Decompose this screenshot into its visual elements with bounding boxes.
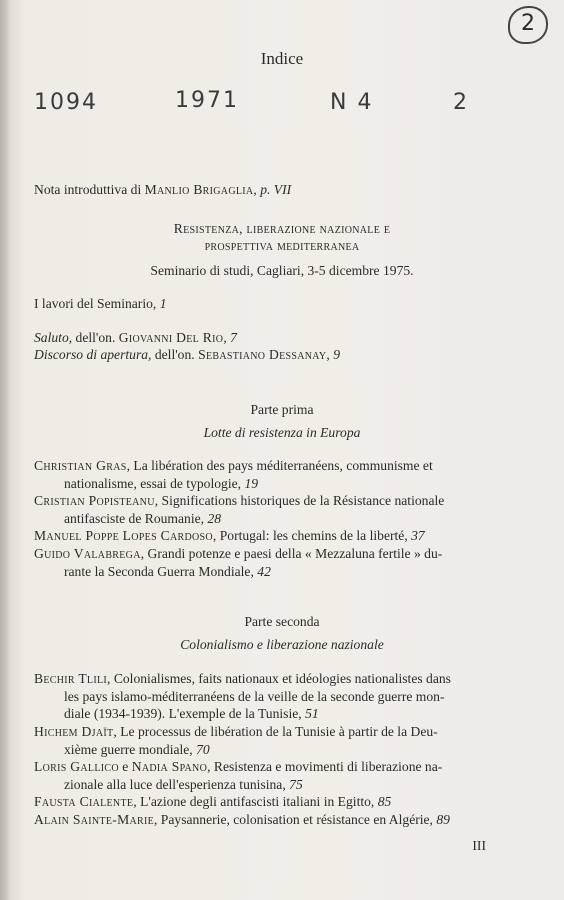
intro-line: Nota introduttiva di Manlio Brigaglia, p. VII [34,182,292,197]
toc-entry-cialente [34,793,488,811]
entry-page: 19 [244,475,259,491]
entry-conjunction: e [118,759,132,774]
saluto-text: dell'on. [72,330,119,345]
entry-author: Alain Sainte-Marie [34,812,154,827]
intro-page: p. VII [260,182,292,197]
entry-text: , Grandi potenze e paesi della « Mezzaluna fertile » du- [140,546,443,561]
discorso-label: Discorso di apertura, [34,347,152,362]
entry-page: 51 [305,706,319,721]
entry-text-cont: zionale alla luce dell'esperienza tunisina, [64,776,290,792]
entry-page: 28 [207,510,222,526]
entry-text: , La libération des pays méditerranéens, communisme et [126,458,433,473]
entry-text: , L'azione degli antifascisti italiani in Egitto, [133,794,378,809]
toc-entry-valabrega [34,545,488,580]
discorso-author: Sebastiano Dessanay [198,347,327,362]
entry-text-cont: rante la Seconda Guerra Mondiale, [64,563,258,579]
page-spine-shadow [0,0,10,900]
entry-author: Guido Valabrega [34,546,141,561]
entry-text: , Colonialismes, faits nationaux et idéologies nationalistes dans [107,671,451,686]
entry-text: , Le processus de libération de la Tunisie à partir de la Deu- [113,724,438,739]
entry-text-cont: xième guerre mondiale, [64,741,197,757]
toc-entry-gallico-spano [34,758,488,793]
part1-subtitle: Lotte di resistenza in Europa [203,425,361,440]
seminar-title-line2: prospettiva mediterranea [204,238,360,253]
entry-page: 42 [257,563,271,579]
handwritten-note-c: N 4 [330,90,374,115]
entry-page: 85 [377,794,392,809]
toc-entry-tlili [34,670,488,723]
entry-author: Fausta Cialente [34,794,134,809]
page-number: III [472,838,486,853]
entry-author: Cristian Popisteanu [34,493,155,508]
handwritten-note-b: 1971 [175,88,239,113]
entry-author: Loris Gallico [34,759,119,774]
entry-page: 75 [289,776,303,792]
lavori-text: I lavori del Seminario, [34,296,160,311]
entry-text: , Paysannerie, colonisation et résistance en Algérie, [154,812,437,827]
handwritten-note-a: 1094 [34,90,98,115]
saluto-line: Saluto, dell'on. Giovanni Del Rio, 7 [34,330,237,345]
intro-author: Manlio Brigaglia [144,182,254,197]
toc-entry-gras [34,457,488,492]
entry-text-cont: antifasciste de Roumanie, [64,510,208,526]
entry-page: 70 [196,741,210,757]
toc-entry-popisteanu [34,492,488,527]
page-title: Indice [260,49,304,68]
saluto-label: Saluto, [34,330,73,345]
entry-author: Bechir Tlili [34,671,108,686]
part2-subtitle: Colonialismo e liberazione nazionale [180,637,384,652]
part1-label: Parte prima [250,402,314,417]
entry-page: 37 [411,528,425,543]
seminar-subtitle: Seminario di studi, Cagliari, 3-5 dicembre 1975. [150,263,414,278]
toc-entry-sainte-marie [34,811,488,829]
handwritten-note-d: 2 [453,90,469,115]
seminar-title-line1: Resistenza, liberazione nazionale e [173,221,391,236]
entry-text-cont: diale (1934-1939). L'exemple de la Tunisie, [64,706,306,721]
saluto-author: Giovanni Del Rio [118,330,224,345]
entry-text: , Portugal: les chemins de la liberté, [212,528,412,543]
entry-text: , Resistenza e movimenti di liberazione na- [207,759,443,774]
saluto-page: 7 [230,330,237,345]
entry-author: Hichem Djaït [34,724,114,739]
entry-author: Manuel Poppe Lopes Cardoso [34,528,213,543]
entry-author: Christian Gras [34,458,127,473]
entry-text-cont: les pays islamo-méditerranéens de la veille de la seconde guerre mon- [64,688,445,704]
entry-text-cont: nationalisme, essai de typologie, [64,475,245,491]
lavori-line [34,295,167,312]
entry-text: , Significations historiques de la Résistance nationale [154,493,445,508]
lavori-page: 1 [159,296,167,311]
entry-author2: Nadia Spano [131,759,208,774]
toc-entry-cardoso [34,527,488,545]
part2-label: Parte seconda [244,614,320,629]
toc-entry-djait [34,723,488,758]
discorso-line: Discorso di apertura, dell'on. Sebastiano Dessanay, 9 [34,347,341,362]
intro-text: Nota introduttiva di [34,182,145,197]
discorso-text: dell'on. [151,347,199,362]
discorso-page: 9 [333,347,341,362]
handwritten-corner-mark: 2 [508,6,548,44]
entry-page: 89 [436,812,450,827]
